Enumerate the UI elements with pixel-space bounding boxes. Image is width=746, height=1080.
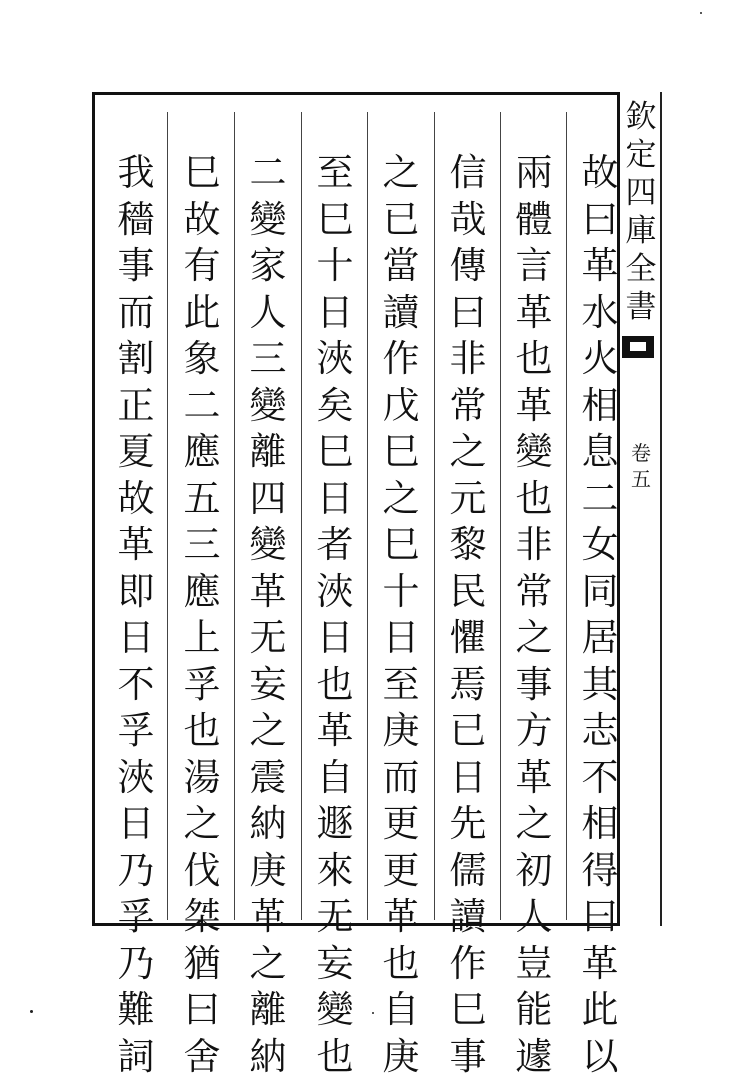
glyph: 巳 (375, 522, 427, 569)
glyph: 之 (375, 476, 427, 523)
glyph: 日 (375, 615, 427, 662)
glyph: 之 (242, 708, 294, 755)
glyph: 革 (574, 941, 626, 988)
glyph: 曰 (574, 894, 626, 941)
glyph: 先 (442, 801, 494, 848)
glyph: 二 (574, 476, 626, 523)
column-divider (301, 112, 302, 920)
glyph: 事 (442, 1034, 494, 1080)
glyph: 事 (110, 243, 162, 290)
glyph: 火 (574, 336, 626, 383)
glyph: 割 (110, 336, 162, 383)
glyph: 變 (242, 383, 294, 430)
glyph: 曰 (176, 987, 228, 1034)
glyph: 伐 (176, 848, 228, 895)
glyph: 妄 (309, 941, 361, 988)
glyph: 已 (442, 708, 494, 755)
glyph: 以 (574, 1034, 626, 1080)
glyph: 變 (242, 197, 294, 244)
column-divider (167, 112, 168, 920)
glyph: 巳 (309, 429, 361, 476)
glyph: 之 (508, 801, 560, 848)
glyph: 四 (242, 476, 294, 523)
glyph: 更 (375, 801, 427, 848)
glyph: 巳 (309, 197, 361, 244)
glyph: 象 (176, 336, 228, 383)
glyph: 遽 (508, 1034, 560, 1080)
glyph: 二 (176, 383, 228, 430)
glyph: 納 (242, 1034, 294, 1080)
glyph: 非 (442, 336, 494, 383)
text-column-6 (242, 150, 294, 910)
glyph: 焉 (442, 662, 494, 709)
glyph: 也 (508, 336, 560, 383)
glyph: 事 (508, 662, 560, 709)
glyph: 孚 (110, 894, 162, 941)
margin-title-glyph: 四 (626, 174, 657, 212)
glyph: 女 (574, 522, 626, 569)
glyph: 我 (110, 150, 162, 197)
glyph: 人 (508, 894, 560, 941)
glyph: 巳 (176, 150, 228, 197)
glyph: 猶 (176, 941, 228, 988)
glyph: 儒 (442, 848, 494, 895)
glyph: 其 (574, 662, 626, 709)
glyph: 浹 (309, 336, 361, 383)
glyph: 巳 (375, 429, 427, 476)
glyph: 革 (375, 894, 427, 941)
glyph: 水 (574, 290, 626, 337)
glyph: 日 (309, 290, 361, 337)
column-divider (234, 112, 235, 920)
glyph: 日 (110, 801, 162, 848)
glyph: 相 (574, 801, 626, 848)
glyph: 作 (442, 941, 494, 988)
glyph: 常 (508, 569, 560, 616)
glyph: 浹 (110, 755, 162, 802)
glyph: 初 (508, 848, 560, 895)
glyph: 庚 (375, 1034, 427, 1080)
glyph: 同 (574, 569, 626, 616)
glyph: 曰 (442, 290, 494, 337)
glyph: 自 (375, 987, 427, 1034)
glyph: 震 (242, 755, 294, 802)
text-column-7 (176, 150, 228, 910)
glyph: 得 (574, 848, 626, 895)
glyph: 之 (375, 150, 427, 197)
glyph: 乃 (110, 941, 162, 988)
glyph: 穡 (110, 197, 162, 244)
ink-speck (700, 12, 702, 14)
glyph: 正 (110, 383, 162, 430)
glyph: 故 (176, 197, 228, 244)
glyph: 之 (242, 941, 294, 988)
glyph: 難 (110, 987, 162, 1034)
glyph: 之 (508, 615, 560, 662)
column-divider (566, 112, 567, 920)
glyph: 孚 (176, 662, 228, 709)
glyph: 五 (176, 476, 228, 523)
glyph: 庚 (242, 848, 294, 895)
glyph: 志 (574, 708, 626, 755)
glyph: 常 (442, 383, 494, 430)
glyph: 革 (242, 569, 294, 616)
glyph: 日 (309, 476, 361, 523)
glyph: 而 (375, 755, 427, 802)
glyph: 十 (309, 243, 361, 290)
glyph: 黎 (442, 522, 494, 569)
glyph: 哉 (442, 197, 494, 244)
glyph: 湯 (176, 755, 228, 802)
glyph: 二 (242, 150, 294, 197)
glyph: 舍 (176, 1034, 228, 1080)
glyph: 浹 (309, 569, 361, 616)
glyph: 桀 (176, 894, 228, 941)
glyph: 自 (309, 755, 361, 802)
glyph: 能 (508, 987, 560, 1034)
glyph: 讀 (442, 894, 494, 941)
glyph: 也 (309, 662, 361, 709)
glyph: 應 (176, 429, 228, 476)
margin-title-glyph: 書 (626, 288, 657, 326)
margin-title-glyph: 庫 (626, 212, 657, 250)
glyph: 革 (508, 383, 560, 430)
glyph: 也 (176, 708, 228, 755)
glyph: 日 (110, 615, 162, 662)
glyph: 革 (508, 290, 560, 337)
glyph: 不 (110, 662, 162, 709)
glyph: 庚 (375, 708, 427, 755)
glyph: 詞 (110, 1034, 162, 1080)
glyph: 變 (309, 987, 361, 1034)
column-divider (500, 112, 501, 920)
margin-title-glyph: 欽 (626, 98, 657, 136)
glyph: 日 (442, 755, 494, 802)
glyph: 革 (574, 243, 626, 290)
glyph: 離 (242, 429, 294, 476)
glyph: 故 (110, 476, 162, 523)
glyph: 已 (375, 197, 427, 244)
glyph: 元 (442, 476, 494, 523)
glyph: 妄 (242, 662, 294, 709)
glyph: 巳 (442, 987, 494, 1034)
glyph: 曰 (574, 197, 626, 244)
margin-volume (626, 440, 656, 492)
glyph: 革 (242, 894, 294, 941)
glyph: 即 (110, 569, 162, 616)
glyph: 上 (176, 615, 228, 662)
glyph: 兩 (508, 150, 560, 197)
glyph: 讀 (375, 290, 427, 337)
glyph: 三 (242, 336, 294, 383)
glyph: 三 (176, 522, 228, 569)
glyph: 此 (176, 290, 228, 337)
glyph: 更 (375, 848, 427, 895)
text-column-5 (309, 150, 361, 910)
glyph: 離 (242, 987, 294, 1034)
glyph: 孚 (110, 708, 162, 755)
column-divider (434, 112, 435, 920)
glyph: 日 (309, 615, 361, 662)
text-column-1 (574, 150, 626, 910)
glyph: 體 (508, 197, 560, 244)
glyph: 來 (309, 848, 361, 895)
margin-volume-glyph: 卷 (631, 440, 651, 466)
fishtail-mark-icon (622, 336, 654, 358)
ink-speck (372, 1012, 374, 1014)
glyph: 也 (375, 941, 427, 988)
glyph: 矣 (309, 383, 361, 430)
margin-title-glyph: 定 (626, 136, 657, 174)
glyph: 納 (242, 801, 294, 848)
column-divider (367, 112, 368, 920)
glyph: 方 (508, 708, 560, 755)
glyph: 信 (442, 150, 494, 197)
glyph: 懼 (442, 615, 494, 662)
glyph: 家 (242, 243, 294, 290)
ink-speck (30, 1010, 33, 1013)
glyph: 變 (508, 429, 560, 476)
glyph: 也 (309, 1034, 361, 1080)
glyph: 當 (375, 243, 427, 290)
glyph: 至 (375, 662, 427, 709)
glyph: 夏 (110, 429, 162, 476)
margin-volume-glyph: 五 (631, 466, 651, 492)
glyph: 之 (442, 429, 494, 476)
glyph: 也 (508, 476, 560, 523)
glyph: 至 (309, 150, 361, 197)
glyph: 十 (375, 569, 427, 616)
margin-title (620, 98, 662, 326)
glyph: 傳 (442, 243, 494, 290)
text-column-2 (508, 150, 560, 910)
glyph: 作 (375, 336, 427, 383)
glyph: 革 (309, 708, 361, 755)
glyph: 言 (508, 243, 560, 290)
glyph: 相 (574, 383, 626, 430)
glyph: 故 (574, 150, 626, 197)
glyph: 乃 (110, 848, 162, 895)
glyph: 民 (442, 569, 494, 616)
glyph: 之 (176, 801, 228, 848)
glyph: 此 (574, 987, 626, 1034)
glyph: 變 (242, 522, 294, 569)
glyph: 遯 (309, 801, 361, 848)
text-column-3 (442, 150, 494, 910)
glyph: 无 (242, 615, 294, 662)
margin-title-glyph: 全 (626, 250, 657, 288)
glyph: 无 (309, 894, 361, 941)
glyph: 應 (176, 569, 228, 616)
glyph: 豈 (508, 941, 560, 988)
glyph: 人 (242, 290, 294, 337)
glyph: 革 (110, 522, 162, 569)
text-column-4 (375, 150, 427, 910)
glyph: 者 (309, 522, 361, 569)
glyph: 戊 (375, 383, 427, 430)
glyph: 而 (110, 290, 162, 337)
glyph: 有 (176, 243, 228, 290)
glyph: 息 (574, 429, 626, 476)
glyph: 革 (508, 755, 560, 802)
glyph: 居 (574, 615, 626, 662)
text-column-8 (110, 150, 162, 910)
glyph: 非 (508, 522, 560, 569)
glyph: 不 (574, 755, 626, 802)
